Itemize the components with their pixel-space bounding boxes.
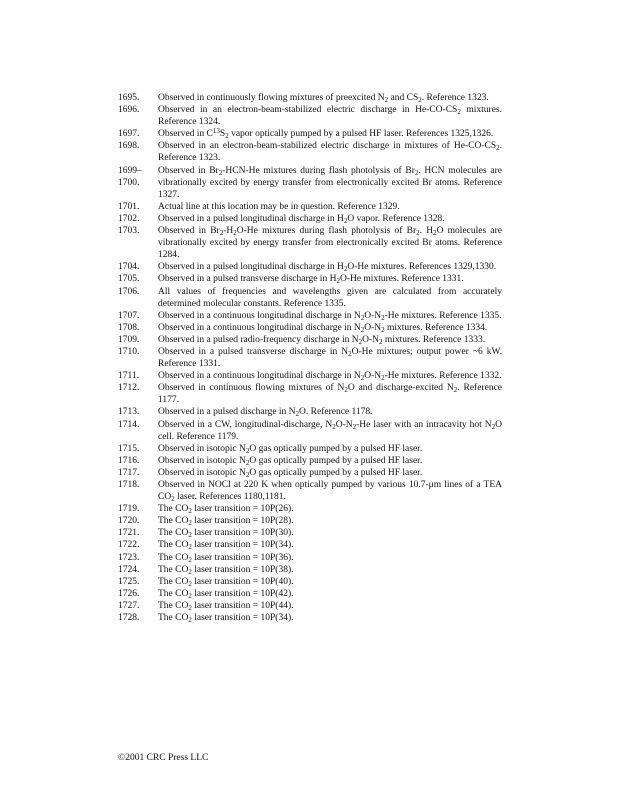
note-text: Observed in a continuous longitudinal discharge in $N_2O-N_2-He$ mixtures. Reference 1332. [158,371,502,383]
note-number: 1713. [118,407,140,418]
note-item [118,443,502,455]
note-item [118,600,502,612]
note-item [118,140,502,164]
note-number: 1711. [118,371,140,382]
note-number: 1701. [118,201,140,212]
note-item [118,564,502,576]
note-item [118,515,502,527]
note-item [118,322,502,334]
note-text: Observed in a CW, longitudinal-discharge, $N_2O-N_2-He$ laser with an intracavity hot $N_2O$ cell. Reference 1179. [158,419,502,442]
note-item [118,201,502,213]
note-item [118,273,502,285]
note-item [118,552,502,564]
note-number: 1720. [118,516,140,527]
note-text: The $CO_2$ laser transition = 10P(42). [158,588,294,600]
note-item [118,104,502,128]
note-text: The $CO_2$ laser transition = 10P(44). [158,600,294,612]
note-text: Observed in continuous flowing mixtures of $N_2O$ and discharge-excited $N_2$. Reference 1177. [158,383,503,406]
note-item [118,419,502,443]
note-text: Observed in NOCl at 220 K when optically pumped by various 10.7-μm lines of a TEA $CO_2$ laser. References 1180,1181. [158,480,502,504]
note-item [118,213,502,225]
note-number: 1698. [118,141,140,152]
note-text: The $CO_2$ laser transition = 10P(40). [158,576,294,588]
note-text: The $CO_2$ laser transition = 10P(36). [158,552,294,564]
note-text: Observed in a continuous longitudinal discharge in $N_2O-N_2$ mixtures. Reference 1334. [158,322,488,334]
note-number: 1704. [118,262,140,273]
note-number: 1710. [118,346,140,357]
note-text: Observed in $Br_2-HCN-He$ mixtures during flash photolysis of $Br_2$. HCN molecules are vibrationally excited by energy transfer from electronically excited Br atoms. Reference 1327. [158,165,503,200]
note-text: Observed in a pulsed longitudinal discharge in $H_2O$ vapor. Reference 1328. [158,213,445,225]
note-text: The $CO_2$ laser transition = 10P(26). [158,504,294,516]
note-text: The $CO_2$ laser transition = 10P(28). [158,516,294,528]
note-text: Observed in a continuous longitudinal discharge in $N_2O-N_2-He$ mixtures. Reference 1335. [158,310,502,322]
note-text: Observed in a pulsed transverse discharge in $N_2O-He$ mixtures; output power ~6 kW. Reference 1331. [158,346,502,370]
note-item [118,527,502,539]
note-number: 1718. [118,480,140,490]
note-text: Observed in continuously flowing mixtures of preexcited $N_2$ and $CS_2$. Reference 1323. [158,93,489,104]
note-item [118,467,502,479]
note-text: Observed in isotopic $N_2O$ gas optically pumped by a pulsed HF laser. [158,443,423,455]
note-number: 1695. [118,93,140,103]
note-text: Observed in a pulsed radio-frequency discharge in $N_2O-N_2$ mixtures. Reference 1333. [158,334,486,346]
note-text: Observed in isotopic $N_2O$ gas optically pumped by a pulsed HF laser. [158,467,423,479]
note-item [118,92,502,104]
note-number: 1725. [118,576,140,587]
note-text: The $CO_2$ laser transition = 10P(30). [158,528,294,540]
note-number: 1715. [118,443,140,454]
notes-list [118,92,502,624]
note-text: The $CO_2$ laser transition = 10P(34). [158,540,294,552]
note-item [118,479,502,503]
note-number: 1724. [118,564,140,575]
note-number: 1712. [118,383,140,394]
note-number: 1717. [118,467,140,478]
note-number: 1727. [118,600,140,611]
note-number: 1709. [118,334,140,345]
note-number: 1707. [118,310,140,321]
note-text: Observed in $Br_2-H_2O-He$ mixtures during flash photolysis of $Br_2$. $H_2O$ molecules are vibrationally excited by energy transfer from electronically excited Br atoms. Reference 1284. [158,226,502,261]
note-item [118,588,502,600]
note-number: 1714. [118,419,140,430]
note-item [118,455,502,467]
note-item [118,165,502,201]
note-text: Observed in isotopic $N_2O$ gas optically pumped by a pulsed HF laser. [158,455,423,467]
note-number: 1716. [118,455,140,466]
note-item [118,225,502,261]
note-item [118,406,502,418]
note-number: 1696. [118,105,140,116]
note-item [118,128,502,140]
note-text: Observed in a pulsed longitudinal discharge in $H_2O-He$ mixtures. References 1329,1330. [158,262,497,274]
note-number: 1708. [118,322,140,333]
note-item [118,261,502,273]
note-item [118,346,502,370]
note-number: 1703. [118,226,140,237]
note-item [118,539,502,551]
note-number: 1699– 1700. [118,165,142,188]
note-item [118,382,502,406]
note-number: 1697. [118,129,140,140]
note-number: 1722. [118,540,140,551]
note-number: 1721. [118,528,140,539]
note-text: Observed in an electron-beam-stabilized electric discharge in mixtures of $He-CO-CS_2$. Reference 1323. [158,141,502,164]
note-item [118,503,502,515]
note-number: 1723. [118,552,140,563]
note-number: 1726. [118,588,140,599]
note-number: 1728. [118,613,140,624]
copyright-footer: ©2001 CRC Press LLC [118,753,209,763]
note-item [118,576,502,588]
note-item [118,286,502,310]
note-text: Observed in an electron-beam-stabilized electric discharge in $He-CO-CS_2$ mixtures. Reference 1324. [158,105,502,128]
note-text: All values of frequencies and wavelengths given are calculated from accurately determined molecular constants. Reference 1335. [158,286,502,309]
note-item [118,370,502,382]
note-item [118,334,502,346]
note-text: Observed in a pulsed discharge in $N_2O$. Reference 1178. [158,407,373,419]
note-number: 1719. [118,504,140,515]
note-number: 1705. [118,274,140,285]
note-text: The $CO_2$ laser transition = 10P(34). [158,613,294,625]
note-item [118,310,502,322]
note-text: Actual line at this location may be in question. Reference 1329. [158,201,400,212]
note-text: Observed in $C^{13}S_2$ vapor optically pumped by a pulsed HF laser. References 1325,1326. [158,127,494,141]
note-number: 1706. [118,286,140,297]
note-number: 1702. [118,213,140,224]
note-text: The $CO_2$ laser transition = 10P(38). [158,564,294,576]
note-text: Observed in a pulsed transverse discharge in $H_2O-He$ mixtures. Reference 1331. [158,274,464,286]
note-item [118,612,502,624]
